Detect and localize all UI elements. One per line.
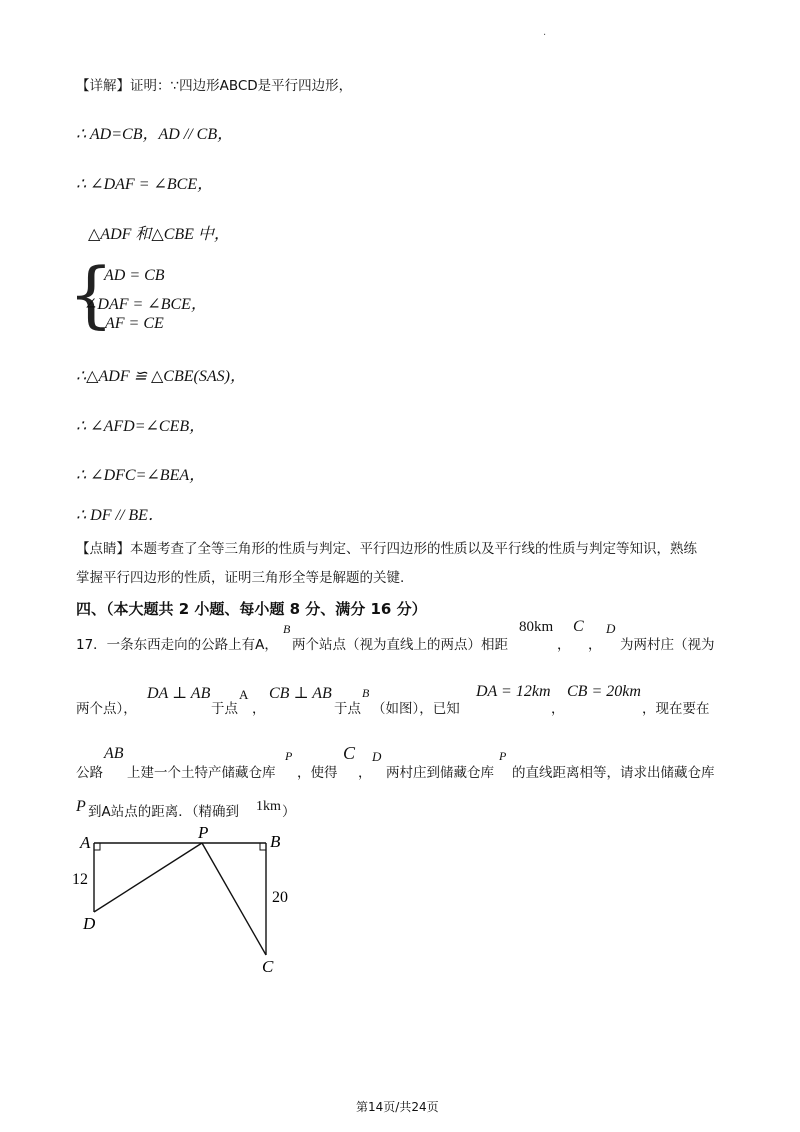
problem-l3f: C bbox=[343, 743, 356, 763]
proof-line-4: △ADF 和△CBE 中， bbox=[88, 226, 230, 243]
problem-l2g: 于点 bbox=[334, 701, 361, 717]
length-DA: 12 bbox=[72, 871, 88, 888]
problem-l1i: 为两村庄（视为 bbox=[620, 637, 715, 653]
proof-line-3: ∴ ∠DAF = ∠BCE， bbox=[76, 176, 214, 193]
problem-l4d: ） bbox=[282, 804, 296, 820]
right-angle-mark-A bbox=[94, 843, 100, 850]
proof-line-7: ∴ ∠DFC=∠BEA， bbox=[76, 467, 206, 484]
segment-PC bbox=[202, 843, 266, 955]
problem-l1e: ， bbox=[557, 637, 571, 653]
problem-l3e: ，使得 bbox=[297, 765, 338, 781]
problem-l2d: A bbox=[239, 687, 249, 702]
problem-l1c: 两个站点（视为直线上的两点）相距 bbox=[292, 637, 508, 653]
label-C: C bbox=[262, 957, 274, 976]
problem-l3i: 两村庄到储藏仓库 bbox=[386, 765, 494, 781]
label-D: D bbox=[83, 914, 96, 933]
problem-l2a: 两个点）， bbox=[76, 701, 137, 717]
problem-l3h: D bbox=[372, 749, 382, 764]
proof-line-5: ∴△ADF ≌ △CBE(SAS)， bbox=[76, 368, 246, 385]
header-mark: · bbox=[543, 30, 547, 41]
problem-l3c: 上建一个土特产储藏仓库 bbox=[127, 765, 276, 781]
problem-l3j: P bbox=[499, 749, 507, 763]
problem-l2e: ， bbox=[252, 701, 266, 717]
system-line-2: ∠DAF = ∠BCE， bbox=[84, 296, 207, 313]
proof-line-2: ∴ AD=CB，AD // CB， bbox=[76, 126, 234, 143]
problem-l3d: P bbox=[285, 749, 293, 763]
problem-l2i: （如图），已知 bbox=[372, 701, 460, 717]
length-CB: 20 bbox=[272, 889, 288, 906]
problem-l4c: 1km bbox=[256, 799, 281, 814]
label-B: B bbox=[270, 832, 281, 851]
problem-l3b: AB bbox=[104, 745, 124, 762]
system-line-3: AF = CE bbox=[105, 315, 164, 332]
section-title: 四、（本大题共 2 小题、每小题 8 分、满分 16 分） bbox=[76, 600, 427, 618]
problem-l1d: 80km bbox=[519, 619, 554, 635]
system-line-1: AD = CB bbox=[104, 267, 165, 284]
problem-l1b: B bbox=[283, 622, 291, 636]
problem-l2l: CB = 20km bbox=[567, 683, 641, 700]
label-P: P bbox=[198, 823, 209, 842]
comment-line-2: 掌握平行四边形的性质，证明三角形全等是解题的关键. bbox=[76, 570, 405, 586]
problem-l1g: ， bbox=[588, 637, 602, 653]
problem-l1f: C bbox=[573, 618, 584, 635]
proof-line-6: ∴ ∠AFD=∠CEB， bbox=[76, 418, 206, 435]
page-footer: 第14页/共24页 bbox=[356, 1100, 439, 1114]
segment-DP bbox=[94, 843, 202, 912]
problem-l2f: CB ⊥ AB bbox=[269, 685, 332, 702]
problem-l2m: ，现在要在 bbox=[642, 701, 710, 717]
problem-l2c: 于点 bbox=[211, 701, 238, 717]
problem-l2j: DA = 12km bbox=[476, 683, 551, 700]
problem-l3a: 公路 bbox=[76, 765, 103, 781]
proof-line-8: ∴ DF // BE． bbox=[76, 507, 164, 524]
problem-l2b: DA ⊥ AB bbox=[147, 685, 211, 702]
problem-l1h: D bbox=[606, 621, 616, 636]
problem-l2k: ， bbox=[551, 701, 565, 717]
problem-l4b: 到A站点的距离．（精确到 bbox=[88, 804, 239, 820]
problem-l2h: B bbox=[362, 686, 370, 700]
proof-line-1: 【详解】证明：∵四边形ABCD是平行四边形， bbox=[76, 78, 353, 94]
problem-l1a: 17．一条东西走向的公路上有A， bbox=[76, 637, 278, 653]
problem-l4a: P bbox=[76, 798, 86, 815]
problem-l3k: 的直线距离相等，请求出储藏仓库 bbox=[512, 765, 715, 781]
label-A: A bbox=[80, 833, 91, 852]
system-brace: { bbox=[68, 252, 114, 336]
right-angle-mark-B bbox=[260, 843, 266, 850]
comment-line-1: 【点睛】本题考查了全等三角形的性质与判定、平行四边形的性质以及平行线的性质与判定等知识，熟练 bbox=[76, 541, 697, 557]
problem-l3g: ， bbox=[358, 765, 372, 781]
